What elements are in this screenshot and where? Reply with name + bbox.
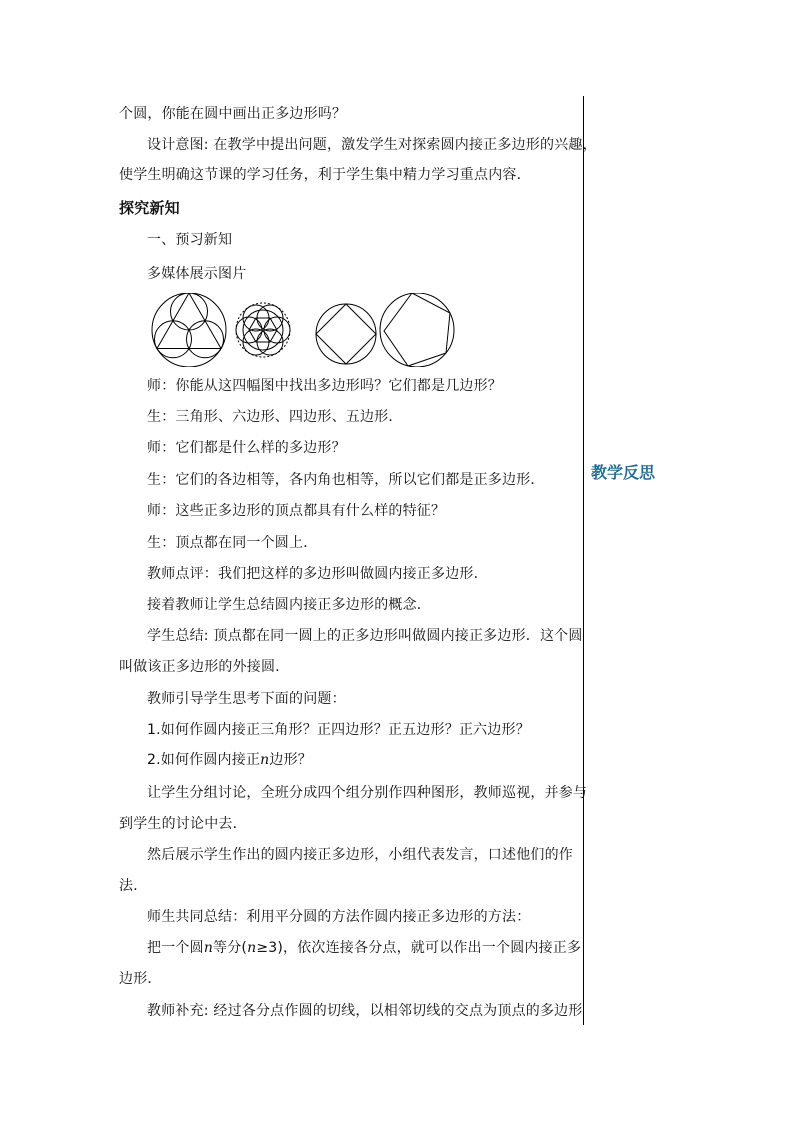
text-line: 让学生分组讨论，全班分成四个组分别作四种图形，教师巡视，并参与: [147, 785, 588, 801]
text-line: 一、预习新知: [147, 232, 233, 248]
text-line: 个圆，你能在圆中画出正多边形吗？: [119, 106, 347, 122]
text-fragment: 等分(: [213, 940, 248, 956]
text-line: 生：顶点都在同一个圆上．: [147, 535, 318, 551]
text-fragment: 把一个圆: [147, 940, 204, 956]
reflection-title: 教学反思: [591, 463, 656, 482]
text-line: 生：它们的各边相等，各内角也相等，所以它们都是正多边形．: [147, 472, 545, 488]
text-line: 教师引导学生思考下面的问题：: [147, 691, 346, 707]
math-variable: n: [260, 752, 270, 768]
hexagon-in-flower-figure: [236, 303, 290, 357]
text-line: 设计意图: 在教学中提出问题，激发学生对探索圆内接正多边形的兴趣，: [147, 137, 597, 153]
text-line: 学生总结: 顶点都在同一圆上的正多边形叫做圆内接正多边形．这个圆: [147, 628, 583, 644]
text-fragment: ≥3)，依次连接各分点，就可以作出一个圆内接正多: [256, 940, 582, 956]
page-divider: [583, 96, 584, 1025]
text-line: 叫做该正多边形的外接圆．: [119, 659, 290, 675]
text-line: 多媒体展示图片: [147, 266, 247, 282]
section-heading: 探究新知: [119, 199, 180, 217]
math-variable: n: [247, 940, 257, 956]
text-line: 师：它们都是什么样的多边形？: [147, 440, 346, 456]
text-line: 师：你能从这四幅图中找出多边形吗？它们都是几边形？: [147, 378, 502, 394]
math-variable: n: [203, 940, 214, 956]
polygon-figures: [150, 293, 455, 367]
text-line: 教师点评：我们把这样的多边形叫做圆内接正多边形．: [147, 566, 488, 582]
text-line: 师：这些正多边形的顶点都具有什么样的特征？: [147, 503, 446, 519]
text-line: 接着教师让学生总结圆内接正多边形的概念．: [147, 597, 431, 613]
text-fragment: 边形？: [269, 752, 312, 768]
text-fragment: 2.如何作圆内接正: [147, 752, 261, 768]
text-line: 然后展示学生作出的圆内接正多边形，小组代表发言，口述他们的作: [147, 847, 573, 863]
text-line: 到学生的讨论中去．: [119, 816, 247, 832]
text-line: 1.如何作圆内接正三角形？正四边形？正五边形？正六边形？: [147, 722, 530, 738]
text-line: 师生共同总结：利用平分圆的方法作圆内接正多边形的方法：: [147, 909, 531, 925]
text-line: 生：三角形、六边形、四边形、五边形．: [147, 409, 403, 425]
pentagon-in-circle-figure: [380, 293, 454, 367]
square-in-circle-figure: [316, 304, 376, 364]
text-line: [147, 939, 581, 957]
triangle-in-circle-figure: [152, 293, 226, 367]
text-line: 教师补充: 经过各分点作圆的切线，以相邻切线的交点为顶点的多边形: [147, 1003, 583, 1019]
text-line: 边形．: [119, 971, 162, 987]
text-line: 使学生明确这节课的学习任务，利于学生集中精力学习重点内容．: [119, 167, 531, 183]
text-line: [147, 751, 312, 769]
text-line: 法．: [119, 878, 148, 894]
